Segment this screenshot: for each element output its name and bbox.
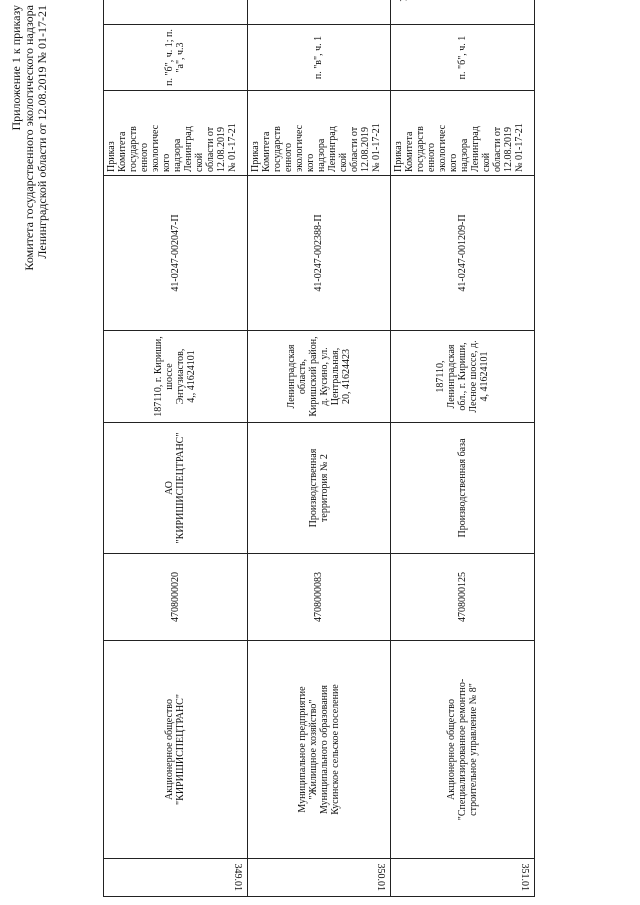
table-row: [391, 0, 535, 897]
table-row: [104, 0, 248, 897]
object-name: Производственная база: [391, 423, 535, 554]
order-document: Приказ Комитета государств енного экологичес кого надзора Ленинград ской области от 12.08.2019 № 01-17-21: [391, 91, 535, 176]
order-document: Приказ Комитета государств енного экологичес кого надзора Ленинград ской области от 12.08.2019 № 01-17-21: [247, 91, 391, 176]
header-line-2: Комитета государственного экологического надзора: [22, 5, 36, 271]
object-name: Производственная территория № 2: [247, 423, 391, 554]
criteria-clause: п. "б", ч. 1; п. "а", ч.3: [104, 25, 248, 91]
object-code: 41-0247-001209-П: [391, 176, 535, 331]
registry-table: [103, 0, 535, 897]
object-address: 187110, Ленинградская обл., г. Кириши, Лесное шоссе, д. 4, 41624101: [391, 331, 535, 423]
object-code: 41-0247-002047-П: [104, 176, 248, 331]
row-number: 349.01: [104, 859, 248, 897]
object-address: Ленинградская область, Киришский район, д. Кусино, ул. Центральная, 20, 41624423: [247, 331, 391, 423]
document-header: [10, 5, 49, 345]
table-row: [247, 0, 391, 897]
object-address: 187110, г. Кириши, шоссе Энтузиастов, 4,, 41624101: [104, 331, 248, 423]
organization-name: Муниципальное предприятие "Жилищное хозяйство" Муниципального образования Кусинское сельское поселение: [247, 641, 391, 859]
header-line-3: Ленинградской области от 12.08.2019 № 01-17-21: [35, 5, 49, 259]
risk-category: [247, 0, 391, 25]
header-line-1: Приложение 1 к приказу: [9, 5, 23, 131]
criteria-clause: п. "в", ч. 1: [247, 25, 391, 91]
row-number: 351.01: [391, 859, 535, 897]
inn-code: 4708000083: [247, 554, 391, 641]
order-document: Приказ Комитета государств енного экологичес кого надзора Ленинград ской области от 12.08.2019 № 01-17-21: [104, 91, 248, 176]
risk-category: [391, 0, 535, 25]
row-number: 350.01: [247, 859, 391, 897]
criteria-clause: п. "б", ч. 1: [391, 25, 535, 91]
inn-code: 4708000020: [104, 554, 248, 641]
organization-name: Акционерное общество "КИРИШИСПЕЦТРАНС": [104, 641, 248, 859]
object-name: АО "КИРИШИСПЕЦТРАНС": [104, 423, 248, 554]
object-code: 41-0247-002388-П: [247, 176, 391, 331]
organization-name: Акционерное общество "Специализированное ремонтно- строительное управление № 8": [391, 641, 535, 859]
risk-category: [104, 0, 248, 25]
inn-code: 4708000125: [391, 554, 535, 641]
